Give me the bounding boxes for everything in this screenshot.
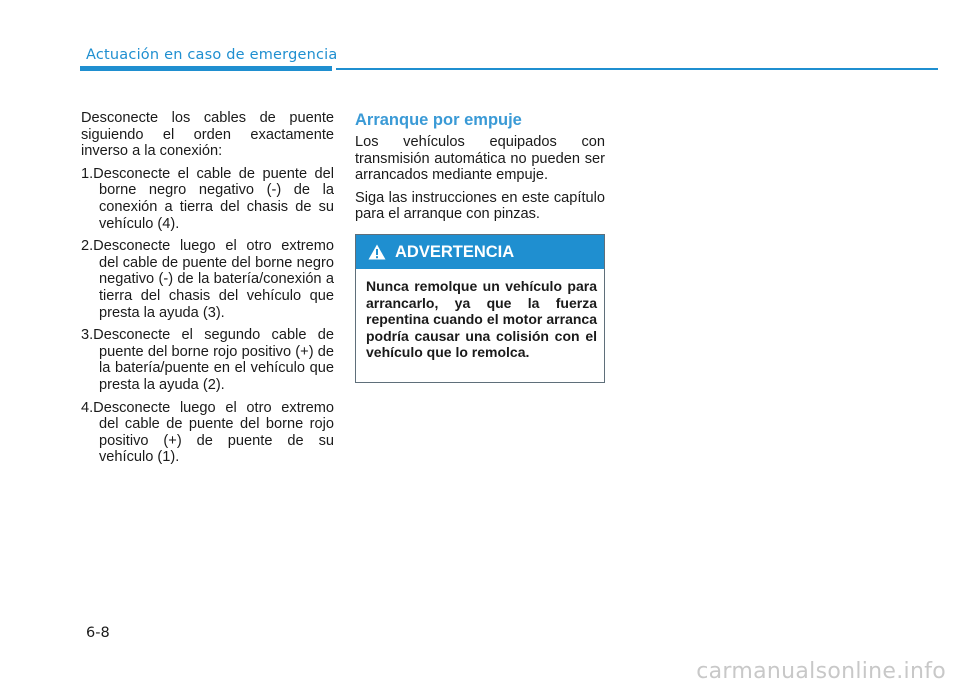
step-3: 3.Desconecte el segundo cable de puente del borne rojo positivo (+) de la batería/puente en el vehículo que presta la ayuda (2). <box>81 327 334 393</box>
header-rule-thin <box>336 68 938 70</box>
warning-label: ADVERTENCIA <box>395 242 515 261</box>
push-start-heading: Arranque por empuje <box>355 111 522 129</box>
watermark: carmanualsonline.info <box>696 659 946 684</box>
right-column <box>355 110 605 229</box>
warning-triangle-icon <box>368 244 386 260</box>
warning-text: Nunca remolque un vehículo para arrancarlo, ya que la fuerza repentina cuando el motor arranca podría causar una colisión con el vehículo que lo remolca. <box>366 278 597 360</box>
page-number: 6-8 <box>86 625 110 641</box>
left-column <box>81 110 334 472</box>
section-title: Actuación en caso de emergencia <box>86 47 338 63</box>
step-4: 4.Desconecte luego el otro extremo del cable de puente del borne rojo positivo (+) de puente de su vehículo (1). <box>81 399 334 466</box>
disconnect-intro: Desconecte los cables de puente siguiendo el orden exactamente inverso a la conexión: <box>81 110 334 160</box>
step-2: 2.Desconecte luego el otro extremo del cable de puente del borne negro negativo (-) de la batería/conexión a tierra del chasis del vehículo que presta la ayuda (3). <box>81 238 334 321</box>
warning-box <box>355 234 605 383</box>
push-start-paragraph-1: Los vehículos equipados con transmisión automática no pueden ser arrancados mediante empuje. <box>355 134 605 184</box>
push-start-paragraph-2: Siga las instrucciones en este capítulo para el arranque con pinzas. <box>355 189 605 223</box>
warning-header <box>356 235 604 269</box>
step-1: 1.Desconecte el cable de puente del borne negro negativo (-) de la conexión a tierra del chasis de su vehículo (4). <box>81 165 334 232</box>
disconnect-steps <box>81 166 334 466</box>
header-rule-thick <box>80 66 332 71</box>
